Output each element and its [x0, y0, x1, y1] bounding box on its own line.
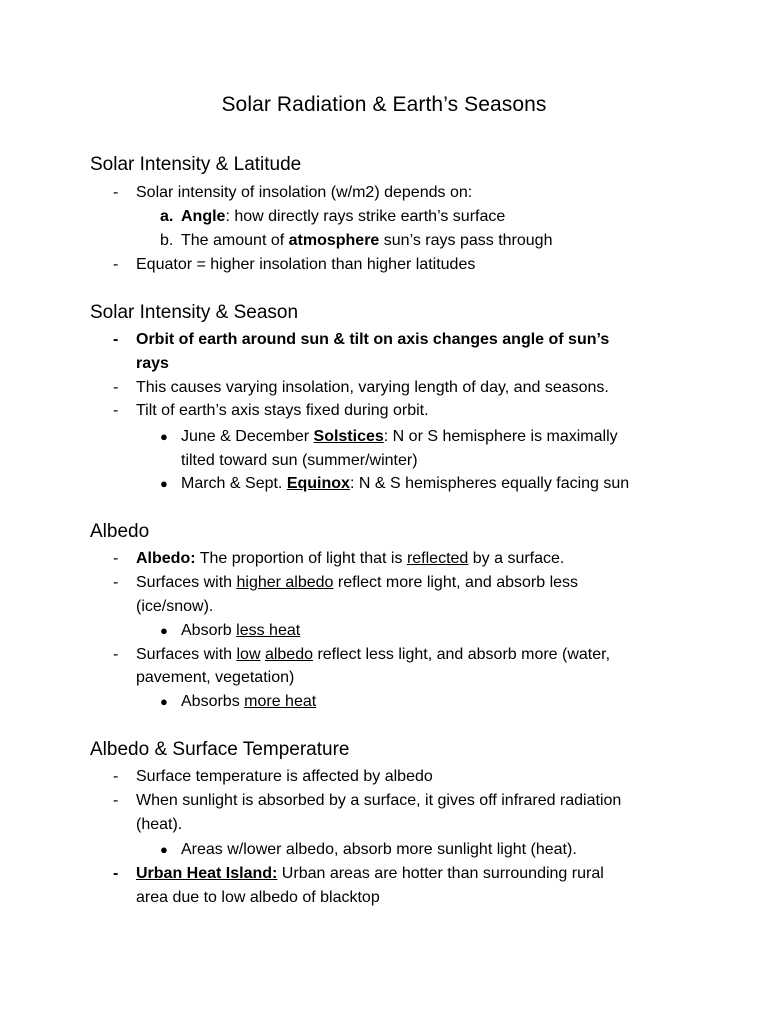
dash-marker: -	[113, 402, 119, 419]
list-item: When sunlight is absorbed by a surface, it gives off infrared radiation	[136, 792, 622, 809]
bold-term: Albedo:	[136, 550, 196, 567]
dash-marker: -	[113, 646, 119, 663]
bullet-marker: ●	[160, 694, 168, 709]
list-item: Surface temperature is affected by albedo	[136, 768, 433, 785]
dash-marker: -	[113, 550, 119, 567]
dash-marker: -	[113, 768, 119, 785]
bullet-marker: ●	[160, 842, 168, 857]
dash-marker: -	[113, 792, 119, 809]
list-item: June & December Solstices: N or S hemisphere is maximally	[181, 428, 618, 445]
key-term-solstices: Solstices	[313, 428, 384, 445]
dash-marker: -	[113, 256, 119, 273]
list-item: Surfaces with low albedo reflect less light, and absorb more (water,	[136, 646, 611, 663]
dash-marker: -	[113, 865, 119, 882]
list-item: Absorbs more heat	[181, 693, 317, 710]
list-item: Orbit of earth around sun & tilt on axis changes angle of sun’s	[136, 331, 610, 348]
document-title: Solar Radiation & Earth’s Seasons	[221, 93, 547, 116]
list-item: Absorb less heat	[181, 622, 301, 639]
list-item-continuation: area due to low albedo of blacktop	[136, 889, 380, 906]
bold-term: atmosphere	[288, 232, 380, 249]
dash-marker: -	[113, 379, 119, 396]
dash-marker: -	[113, 331, 119, 348]
dash-marker: -	[113, 574, 119, 591]
bullet-marker: ●	[160, 476, 168, 491]
list-item: Angle: how directly rays strike earth’s surface	[181, 208, 506, 225]
list-marker-b: b.	[160, 232, 174, 249]
section-heading-solar-intensity-season: Solar Intensity & Season	[90, 302, 299, 323]
list-item: Equator = higher insolation than higher latitudes	[136, 256, 476, 273]
list-item: Solar intensity of insolation (w/m2) depends on:	[136, 184, 473, 201]
dash-marker: -	[113, 184, 119, 201]
list-item-continuation: pavement, vegetation)	[136, 669, 295, 686]
bold-term: Angle	[181, 208, 226, 225]
key-term-urban-heat-island: Urban Heat Island:	[136, 865, 278, 882]
list-item: Areas w/lower albedo, absorb more sunlight light (heat).	[181, 841, 577, 858]
list-item: Tilt of earth’s axis stays fixed during orbit.	[136, 402, 429, 419]
section-heading-albedo: Albedo	[90, 521, 150, 542]
list-item: Albedo: The proportion of light that is reflected by a surface.	[136, 550, 565, 567]
list-item-continuation: rays	[136, 355, 169, 372]
bullet-marker: ●	[160, 623, 168, 638]
bullet-marker: ●	[160, 429, 168, 444]
list-item: This causes varying insolation, varying length of day, and seasons.	[136, 379, 609, 396]
list-item-continuation: (ice/snow).	[136, 598, 214, 615]
key-term-equinox: Equinox	[286, 475, 350, 492]
list-marker-a: a.	[160, 208, 174, 225]
list-item: Urban Heat Island: Urban areas are hotter than surrounding rural	[136, 865, 604, 882]
list-item: Surfaces with higher albedo reflect more light, and absorb less	[136, 574, 579, 591]
list-item: March & Sept. Equinox: N & S hemispheres equally facing sun	[181, 475, 630, 492]
list-item-continuation: (heat).	[136, 816, 183, 833]
list-item-continuation: tilted toward sun (summer/winter)	[181, 452, 418, 469]
list-item: The amount of atmosphere sun’s rays pass through	[181, 232, 553, 249]
section-heading-solar-intensity-latitude: Solar Intensity & Latitude	[90, 154, 302, 175]
section-heading-albedo-surface-temperature: Albedo & Surface Temperature	[90, 739, 350, 760]
